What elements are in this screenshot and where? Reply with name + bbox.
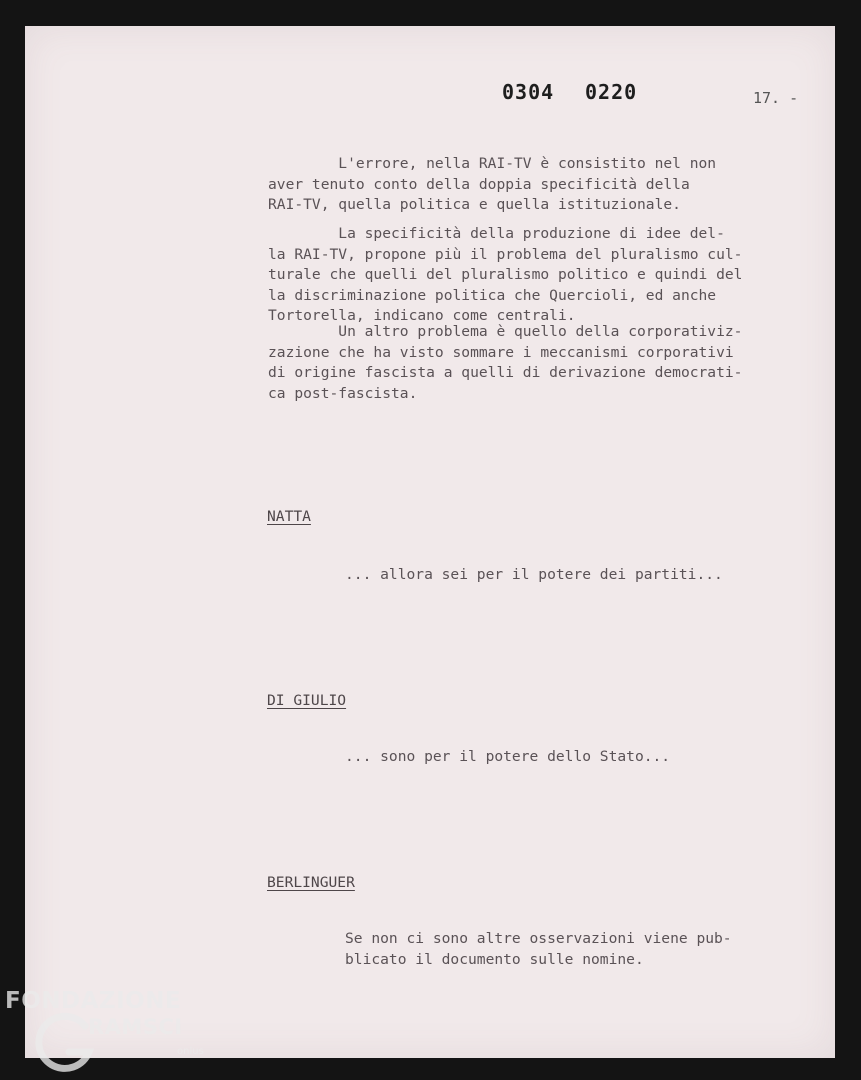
paragraph-corporativization: Un altro problema è quello della corporativiz- zazione che ha visto sommare i meccanismi corporativi di origine fascista a quelli di derivazione democrati- ca post-fascista. [268,323,743,402]
speech-berlinguer: Se non ci sono altre osservazioni viene pub- blicato il documento sulle nomine. [345,930,732,968]
paragraph-rai-specificity: La specificità della produzione di idee del- la RAI-TV, propone più il problema del pluralismo cul- turale che quelli del pluralismo politico e quindi del la discriminazione politica che Quercioli, ed anche Tortorella, indicano come centrali. [268,225,743,324]
watermark-line-2: RAMSCI [88,1015,183,1039]
speaker-natta: NATTA [267,508,311,525]
speaker-di-giulio: DI GIULIO [267,692,347,709]
paragraph-rai-error: L'errore, nella RAI-TV è consistito nel non aver tenuto conto della doppia specificità della RAI-TV, quella politica e quella istituzionale. [268,155,717,213]
watermark-line-3: onlus [177,1046,204,1057]
speaker-berlinguer: BERLINGUER [267,874,355,891]
archive-stamp-right: 0220 [585,80,638,104]
page-number: 17. - [753,89,799,107]
fondazione-gramsci-watermark [5,988,225,1078]
speech-natta: ... allora sei per il potere dei partiti... [345,566,723,583]
speech-di-giulio: ... sono per il potere dello Stato... [345,748,671,765]
archive-stamp-left: 0304 [502,80,555,104]
watermark-line-1: FONDAZIONE [5,988,182,1014]
